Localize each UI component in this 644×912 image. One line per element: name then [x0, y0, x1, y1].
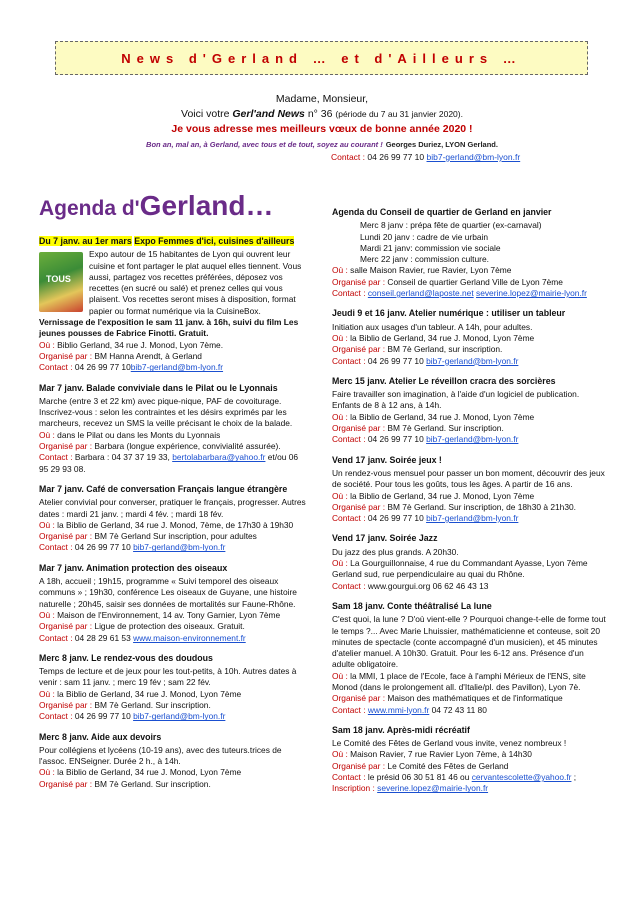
top-contact: Contact : 04 26 99 77 10 bib7-gerland@bm-lyon.fr [331, 152, 521, 162]
event-heading [39, 653, 309, 664]
field-label: Organisé par : [39, 531, 93, 542]
field-value: BM 7è Gerland. Sur inscription, de 18h30 à 21h30. [387, 501, 576, 512]
wishes: Je vous adresse mes meilleurs vœux de bonne année 2020 ! [171, 123, 473, 135]
event-description: Un rendez-vous mensuel pour passer un bon moment, découvrir des jeux de société. Pour tous les goûts, tous les âges. A partir de 16 ans. [332, 467, 605, 490]
contact-after: et/ou 06 95 29 93 08. [39, 452, 299, 474]
contact-info: 04 26 99 77 10 [367, 434, 427, 445]
field-value: la Biblio de Gerland, 34 rue J. Monod, Lyon 7ème [350, 490, 535, 501]
event-contact [332, 356, 608, 367]
field-value: la Biblio de Gerland, 34 rue J. Monod, Lyon 7ème [350, 411, 535, 422]
event-ou [39, 340, 309, 351]
event-title: Expo Femmes d'ici, cuisines d'ailleurs [134, 236, 295, 246]
event-date: Mar 7 janv. [39, 483, 84, 494]
conseil-quartier-event: Agenda du Conseil de quartier de Gerland en janvier Merc 8 janv : prépa fête de quartier (ex-carnaval) Lundi 20 janv : cadre de vie urbain Mardi 21 janv: commission vie sociale Merc 22 janv : commission culture. Où : salle Maison Ravier, rue Ravier, Lyon 7ème Organisé par : Conseil de quartier Gerland Ville de Lyon 7ème Contact : conseil.gerland@laposte.net severine.lopez@mairie-lyon.fr [332, 207, 608, 299]
field-value: Maison des mathématiques et de l'informatique [387, 693, 563, 704]
field-label: Où : [332, 332, 348, 343]
event-title: Atelier numérique : utiliser un tableur [408, 308, 566, 319]
field-label: Où : [39, 688, 55, 699]
field-value: BM Hanna Arendt, à Gerland [94, 350, 202, 361]
field-value: Maison Ravier, 7 rue Ravier Lyon 7ème, à 14h30 [350, 749, 532, 760]
event-org [39, 441, 309, 452]
email-link[interactable]: conseil.gerland@laposte.net [367, 288, 474, 299]
field-value: la Biblio de Gerland, 34 rue J. Monod, Lyon 7ème [57, 688, 242, 699]
contact-after: ; [571, 772, 577, 783]
contact-info: 04 26 99 77 10 [367, 513, 427, 524]
event-ou [332, 558, 608, 581]
field-value: Ligue de protection des oiseaux. Gratuit. [94, 621, 245, 632]
email-link[interactable]: bib7-gerland@bm-lyon.fr [426, 513, 519, 524]
field-value: dans le Pilat ou dans les Monts du Lyonnais [57, 429, 221, 440]
event-description: Temps de lecture et de jeux pour les tout-petits, à 10h. Autres dates à venir : sam 11 janv. ; merc 19 fév ; sam 22 fév. [39, 666, 297, 688]
event-title: Soirée Jazz [389, 533, 438, 544]
email-link[interactable]: bib7-gerland@bm-lyon.fr [133, 542, 226, 553]
banner-title: News d'Gerland … et d'Ailleurs … [121, 51, 522, 66]
event-title: Balade conviviale dans le Pilat ou le Lyonnais [86, 382, 278, 393]
field-label: Organisé par : [39, 778, 93, 789]
contact-info: le présid 06 30 51 81 46 ou [367, 772, 472, 783]
right-column [332, 207, 608, 804]
field-value: la MMI, 1 place de l'Ecole, face à l'amphi Mérieux de l'ENS, site Monod (dans le prolongement all. d'Italie/pl. des Pavillon), Lyon 7è. [332, 670, 586, 692]
field-label: Où : [332, 749, 348, 760]
event-item [39, 653, 309, 723]
field-label: Où : [39, 519, 55, 530]
event-org [39, 621, 309, 632]
event-title: Atelier Le réveillon cracra des sorcières [388, 375, 556, 386]
event-ou [332, 412, 608, 423]
event-title: Café de conversation Français langue étrangère [86, 483, 288, 494]
event-heading [332, 533, 608, 544]
event-contact [39, 452, 309, 475]
expo-image [39, 252, 83, 312]
contact-info: 04 26 99 77 10 [74, 542, 134, 553]
event-item [332, 376, 608, 446]
event-inscription [332, 783, 608, 794]
event-heading [332, 725, 608, 736]
field-label: Organisé par : [39, 350, 93, 361]
event-description: Atelier convivial pour converser, pratiquer le français, progresser. Autres dates : mardi 21 janv. ; mardi 4 fév. ; mardi 18 fév. [39, 497, 306, 519]
event-description: Initiation aux usages d'un tableur. A 14h, pour adultes. [332, 321, 533, 332]
contact-info: www.gourgui.org 06 62 46 43 13 [367, 580, 489, 591]
field-label: Où : [39, 609, 55, 620]
email-link[interactable]: bib7-gerland@bm-lyon.fr [130, 362, 224, 373]
cq-line: Mardi 21 janv: commission vie sociale [360, 242, 501, 253]
event-org [332, 423, 608, 434]
event-date: Du 7 janv. au 1er mars [39, 236, 132, 246]
email-link[interactable]: bib7-gerland@bm-lyon.fr [426, 434, 519, 445]
field-value: la Biblio de Gerland, 34 rue J. Monod, 7ème, de 17h30 à 19h30 [57, 519, 294, 530]
event-item [332, 601, 608, 716]
event-heading [39, 563, 309, 574]
event-title: Conte théâtralisé La lune [387, 600, 492, 611]
field-label: Organisé par : [332, 501, 386, 512]
cq-line: Merc 8 janv : prépa fête de quartier (ex-carnaval) [360, 220, 542, 231]
event-contact [332, 772, 608, 783]
field-label: Où : [332, 558, 348, 569]
event-date: Mar 7 janv. [39, 382, 84, 393]
event-description: Marche (entre 3 et 22 km) avec pique-nique, PAF de covoiturage. Inscrivez-vous : selon les contraintes et les désirs exprimés par les marcheurs, recevez un SMS la veille précisant le choix de la balade. [39, 395, 293, 429]
issue-line: Voici votre Gerl'and News n° 36 (période du 7 au 31 janvier 2020). [181, 108, 463, 120]
field-label: Contact : [332, 704, 366, 715]
event-org [39, 531, 309, 542]
event-title: Agenda du Conseil de quartier de Gerland en janvier [332, 207, 552, 217]
email-link[interactable]: bertolabarbara@yahoo.fr [172, 452, 266, 463]
field-label: Organisé par : [332, 693, 386, 704]
event-date: Sam 18 janv. [332, 600, 385, 611]
field-label: Organisé par : [332, 423, 386, 434]
event-item [332, 455, 608, 525]
field-label: Inscription : [332, 783, 375, 794]
field-label: Où : [39, 339, 55, 350]
event-org [332, 502, 608, 513]
field-value: la Biblio de Gerland, 34 rue J. Monod, Lyon 7ème [350, 332, 535, 343]
expo-image-label: TOUS [46, 274, 71, 285]
event-org [39, 700, 309, 711]
event-date: Merc 15 janv. [332, 375, 387, 386]
event-contact [39, 633, 309, 644]
event-org [332, 761, 608, 772]
event-org [39, 779, 309, 790]
left-column [39, 236, 309, 799]
event-item [39, 236, 309, 374]
field-value: BM 7è Gerland. Sur inscription. [94, 778, 211, 789]
email-link[interactable]: severine.lopez@mairie-lyon.fr [377, 783, 489, 794]
event-heading [332, 376, 608, 387]
event-ou [39, 430, 309, 441]
email-link[interactable]: bib7-gerland@bm-lyon.fr [426, 152, 521, 162]
field-label: Organisé par : [332, 760, 386, 771]
field-label: Où : [332, 670, 348, 681]
event-heading [39, 236, 309, 247]
field-value: la Biblio de Gerland, 34 rue J. Monod, Lyon 7ème [57, 767, 242, 778]
event-ou [39, 610, 309, 621]
event-title: Soirée jeux ! [389, 454, 442, 465]
cq-line: Lundi 20 janv : cadre de vie urbain [360, 231, 489, 242]
event-item [39, 383, 309, 475]
agenda-title: Agenda d'Gerland… [39, 190, 274, 221]
field-label: Contact : [332, 580, 366, 591]
field-label: Organisé par : [332, 344, 386, 355]
event-heading [39, 484, 309, 495]
event-date: Sam 18 janv. [332, 724, 385, 735]
event-contact [332, 581, 608, 592]
contact-info: 04 26 99 77 10 [367, 355, 427, 366]
event-heading [39, 732, 309, 743]
event-description: Le Comité des Fêtes de Gerland vous invite, venez nombreux ! [332, 738, 567, 749]
event-heading [332, 601, 608, 612]
event-item [39, 484, 309, 554]
field-value: Barbara (longue expérience, convivialité assurée). [94, 441, 281, 452]
field-label: Contact : [332, 513, 366, 524]
event-org [332, 344, 608, 355]
email-link[interactable]: severine.lopez@mairie-lyon.fr [476, 288, 587, 299]
field-label: Organisé par : [39, 621, 93, 632]
event-date: Merc 8 janv. [39, 731, 89, 742]
contact-info: 04 28 29 61 53 [74, 632, 134, 643]
field-label: Contact : [39, 711, 73, 722]
event-heading [39, 383, 309, 394]
event-date: Jeudi 9 et 16 janv. [332, 308, 407, 319]
event-ou [332, 491, 608, 502]
field-value: Maison de l'Environnement, 14 av. Tony Garnier, Lyon 7ème [57, 609, 281, 620]
event-description: Pour collégiens et lycéens (10-19 ans), avec des tuteurs.trices de l'assoc. ENSeigner. Durée 2 h., à 14h. [39, 744, 282, 767]
field-value: BM 7è Gerland Sur inscription, pour adultes [94, 531, 257, 542]
field-label: Contact : [39, 632, 73, 643]
newsletter-banner [55, 41, 588, 75]
contact-info: 04 72 43 11 80 [429, 704, 487, 715]
field-label: Organisé par : [39, 699, 93, 710]
field-label: Contact : [332, 772, 366, 783]
event-ou [39, 689, 309, 700]
event-contact [39, 711, 309, 722]
motto: Bon an, mal an, à Gerland, avec tous et de tout, soyez au courant ! [146, 140, 383, 149]
event-item [39, 563, 309, 644]
field-value: BM 7è Gerland. Sur inscription. [387, 423, 504, 434]
event-date: Merc 8 janv. [39, 652, 89, 663]
field-label: Contact : [332, 355, 366, 366]
field-label: Où : [332, 411, 348, 422]
event-ou [332, 671, 608, 694]
event-title: Animation protection des oiseaux [85, 562, 228, 573]
event-ou [332, 333, 608, 344]
contact-info: 04 26 99 77 10 [74, 362, 131, 373]
email-link[interactable]: bib7-gerland@bm-lyon.fr [426, 355, 519, 366]
event-org [39, 351, 309, 362]
event-description: A 18h, accueil ; 19h15, programme « Suivi temporel des oiseaux communs » ; 19h30, conférence Les oiseaux de Guyane, une histoire naturelle ; 20h45, saisir ses données de mortalités sur Faune-Rhône. [39, 576, 297, 609]
event-contact [39, 362, 309, 373]
field-label: Où : [39, 429, 55, 440]
field-label: Organisé par : [39, 441, 93, 452]
event-date: Vend 17 janv. [332, 533, 388, 544]
field-value: BM 7è Gerland, sur inscription. [387, 344, 503, 355]
event-date: Vend 17 janv. [332, 454, 388, 465]
contact-info: Barbara : 04 37 37 19 33, [74, 452, 173, 463]
field-label: Contact : [39, 542, 73, 553]
email-link[interactable]: cervantescolette@yahoo.fr [471, 772, 572, 783]
field-value: Biblio Gerland, 34 rue J. Monod, Lyon 7ème. [57, 339, 224, 350]
field-label: Contact : [39, 452, 73, 463]
field-value: La Gourguillonnaise, 4 rue du Commandant Ayasse, Lyon 7ème Gerland sud, rue perpendiculaire au quai du Rhône. [332, 558, 588, 580]
greeting: Madame, Monsieur, [275, 93, 369, 105]
event-ou [332, 749, 608, 760]
event-title: Aide aux devoirs [90, 731, 162, 742]
event-ou [39, 520, 309, 531]
email-link[interactable]: bib7-gerland@bm-lyon.fr [133, 711, 226, 722]
event-extra: Vernissage de l'exposition le sam 11 janv. à 16h, suivi du film Les jeunes pousses de Fabrice Finotti. Gratuit. [39, 317, 299, 339]
event-description: Du jazz des plus grands. A 20h30. [332, 546, 459, 557]
field-value: Le Comité des Fêtes de Gerland [387, 760, 509, 771]
event-contact [332, 513, 608, 524]
contact-info: 04 26 99 77 10 [74, 711, 134, 722]
event-ou [39, 767, 309, 778]
event-title: Le rendez-vous des doudous [91, 652, 213, 663]
intro [0, 92, 644, 152]
event-contact [39, 542, 309, 553]
event-contact [332, 705, 608, 716]
field-value: BM 7è Gerland. Sur inscription. [94, 699, 211, 710]
event-description: Expo autour de 15 habitantes de Lyon qui ouvrent leur cuisine et font partager le plat auquel elles tiennent. Vous aussi, partagez vos recettes préférées, déposez vos recettes (en sucré ou salé) et prenez celles qui vous plaisent. Vos recettes seront mises à disposition, format papier ou format numérique via la CuisineBox. [89, 249, 302, 316]
signature: Georges Duriez, LYON Gerland. [385, 140, 498, 149]
email-link[interactable]: www.mmi-lyon.fr [367, 704, 430, 715]
event-item [332, 308, 608, 366]
event-description: C'est quoi, la lune ? D'où vient-elle ? Pourquoi change-t-elle de forme tout le temps ?... Avec Marie Lhuissier, mathématicienne et conteuse, soit 20 minutes de spectacle (conte accompagné d'un musicien), et 45 minutes d'atelier manuel. A 10h30. Gratuit. Pour les 6-12 ans. Présence d'un adulte obligatoire. [332, 614, 606, 670]
event-date: Mar 7 janv. [39, 562, 84, 573]
event-description: Faire travailler son imagination, à l'aide d'un logiciel de publication. Enfants de 8 à 12 ans, à 14h. [332, 389, 580, 411]
field-label: Où : [39, 767, 55, 778]
event-item [332, 533, 608, 591]
event-heading [332, 455, 608, 466]
email-link[interactable]: www.maison-environnement.fr [133, 632, 246, 643]
field-label: Où : [332, 490, 348, 501]
event-item [39, 732, 309, 790]
field-label: Contact : [332, 434, 366, 445]
event-item [332, 725, 608, 795]
event-contact [332, 434, 608, 445]
event-org [332, 693, 608, 704]
event-title: Après-midi récréatif [386, 724, 470, 735]
event-heading [332, 308, 608, 319]
field-label: Contact : [39, 362, 73, 373]
cq-line: Merc 22 janv : commission culture. [360, 254, 489, 265]
